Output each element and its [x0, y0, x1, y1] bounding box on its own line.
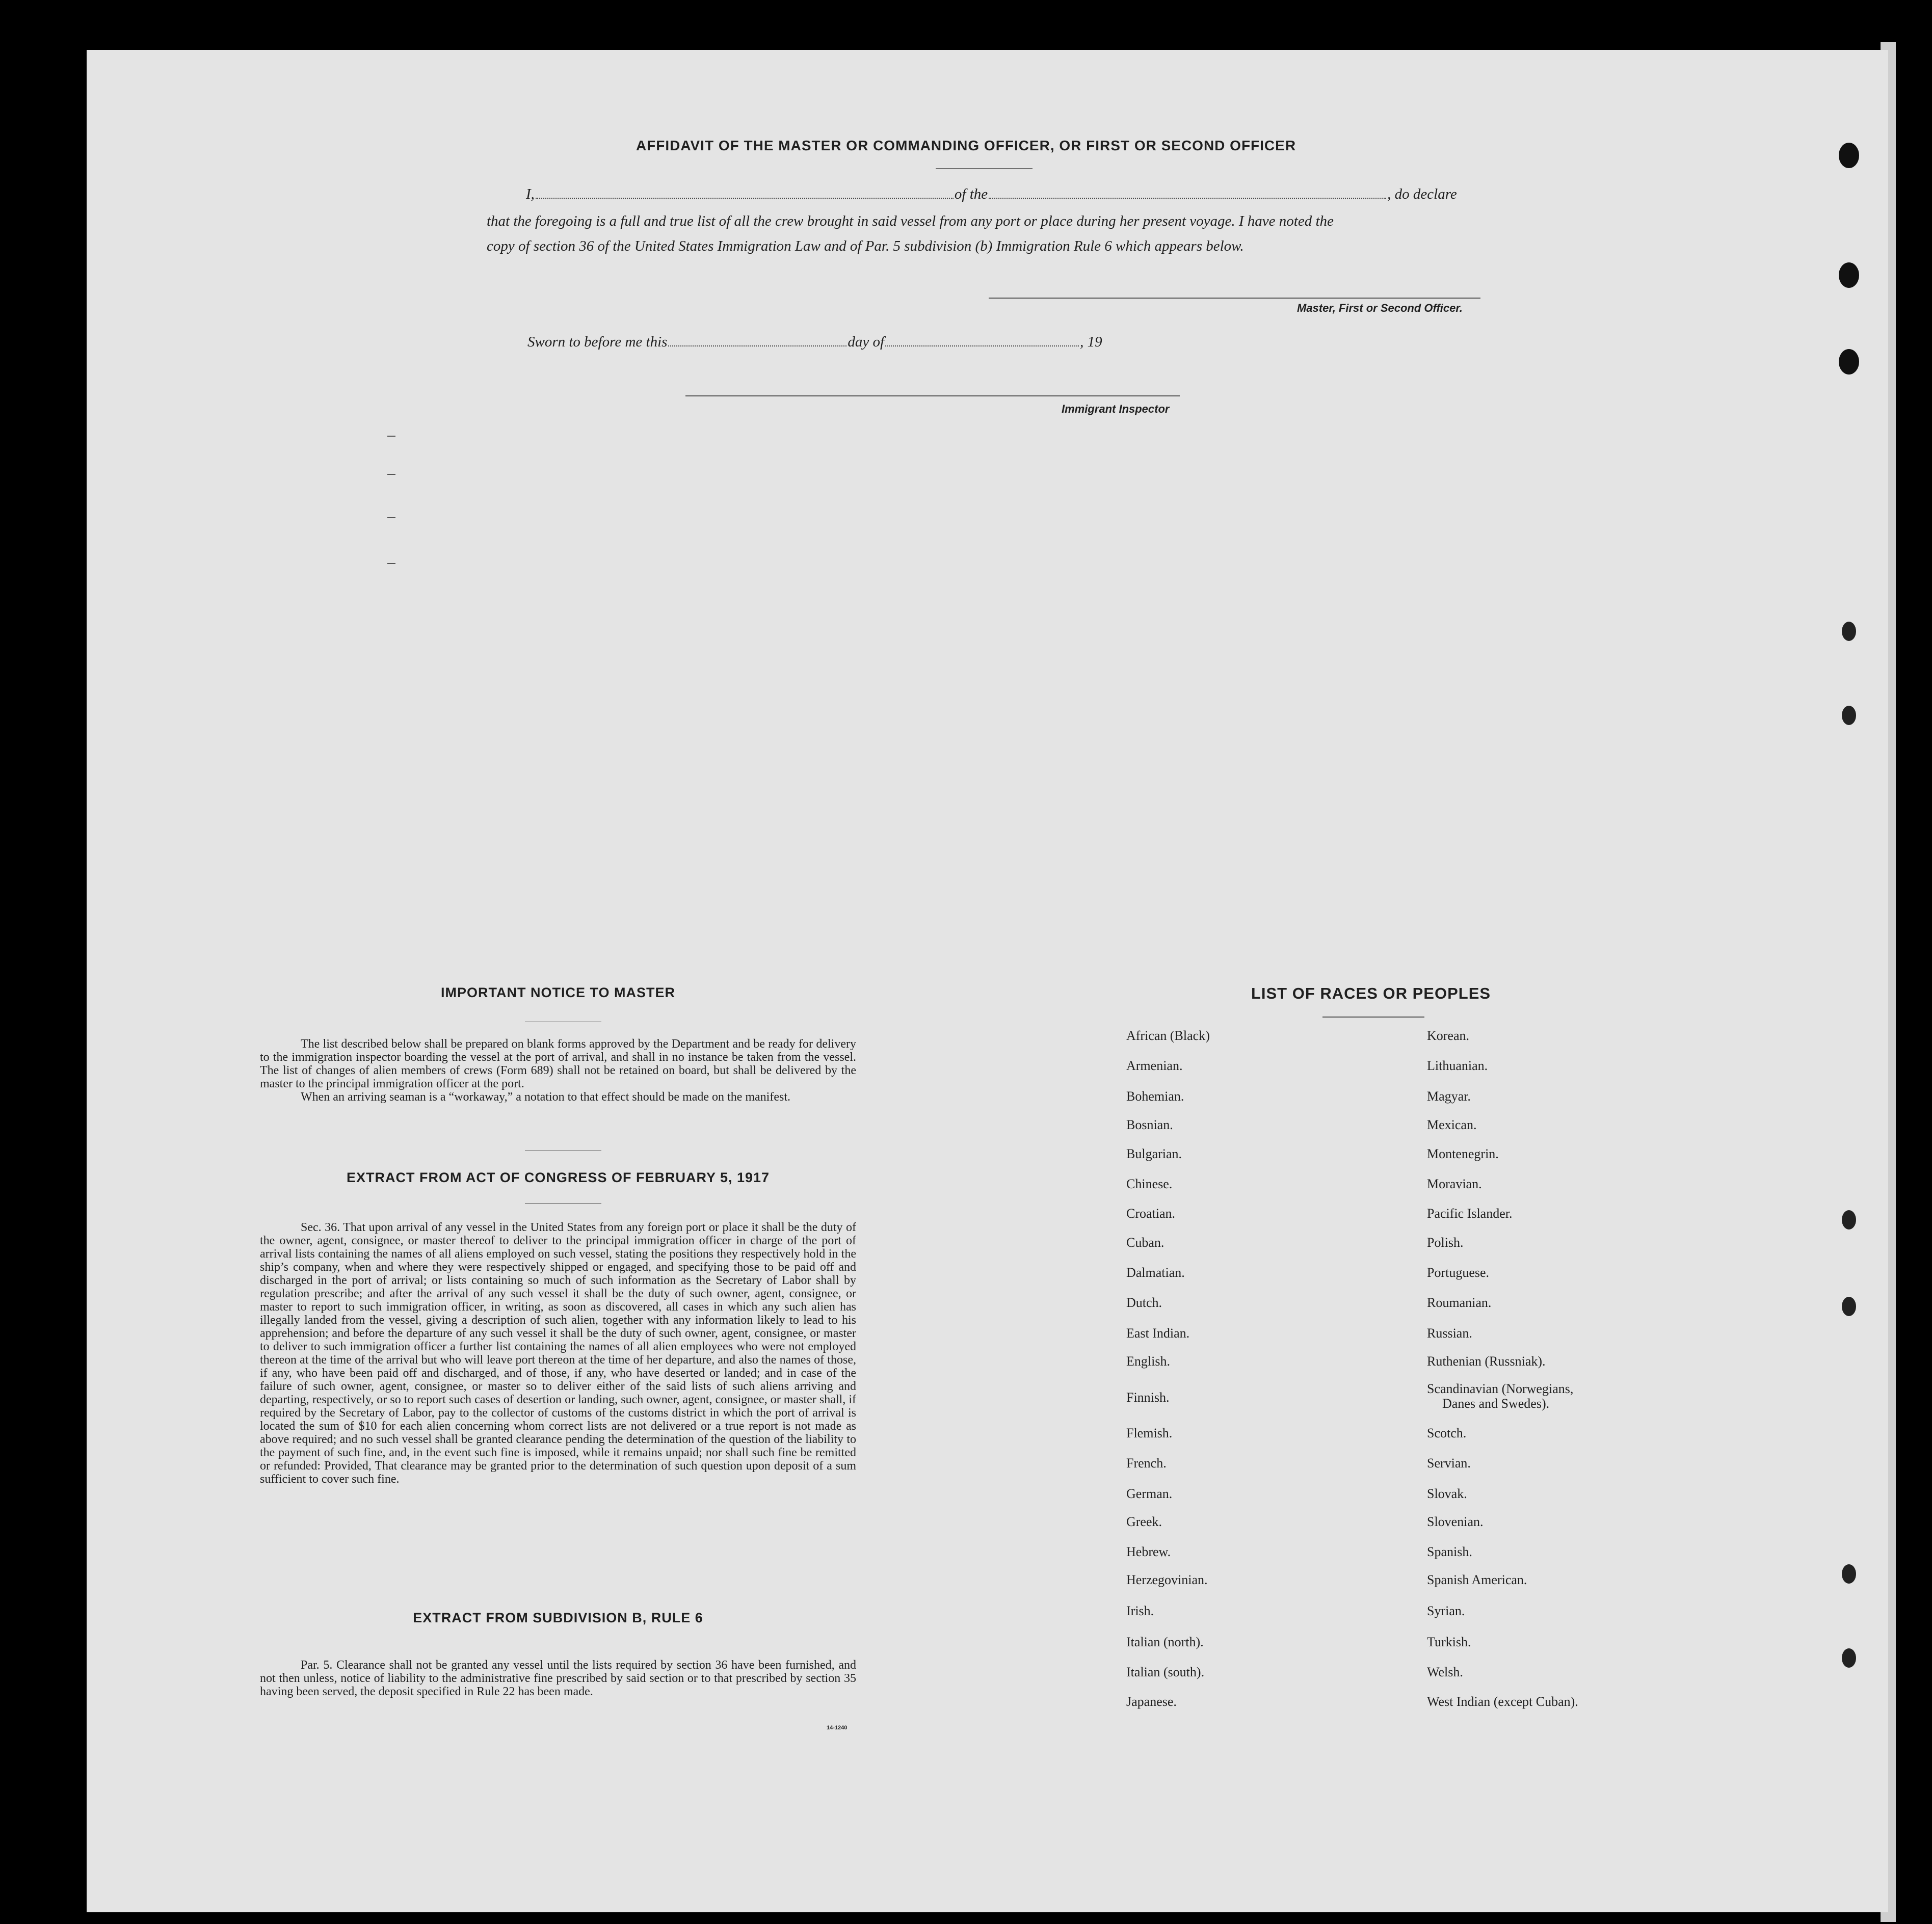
binder-hole: [1842, 1564, 1856, 1584]
extract-act-paragraph: Sec. 36. That upon arrival of any vessel in the United States from any foreign port or place it shall be the duty of the owner, agent, consignee, or master thereof to deliver to the principal immigration officer in charge of the port of arrival lists containing the names of all aliens employed on such vessel, stating the positions they respectively hold in the ship’s company, when and where they were respectively shipped or engaged, and specifying those to be paid off and discharged in the port of arrival; or lists containing so much of such information as the Secretary of Labor shall by regulation prescribe; and after the arrival of any such vessel it shall be the duty of such owner, agent, consignee, or master to report to such immigration officer, in writing, as soon as discovered, all cases in which any such alien has illegally landed from the vessel, giving a description of such alien, together with any information likely to lead to his apprehension; and before the departure of any such vessel it shall be the duty of such owner, agent, consignee, or master to deliver to such immigration officer a further list containing the names of all alien employees who were not employed thereon at the time of the arrival but who will leave port thereon at the time of her departure, and also the names of those, if any, who have been paid off and discharged, and of those, if any, who have deserted or landed; and in case of the failure of such owner, agent, consignee, or master so to deliver either of the said lists of such aliens arriving and departing, respectively, or so to report such cases of desertion or landing, such owner, agent, consignee, or master shall, if required by the Secretary of Labor, pay to the collector of customs of the customs district in which the port of arrival is located the sum of $10 for each alien concerning whom correct lists are not delivered or a true report is not made as above required; and no such vessel shall be granted clearance pending the determination of the question of the liability to the payment of such fine, and, in the event such fine is imposed, while it remains unpaid; nor shall such fine be remitted or refunded: Provided, That clearance may be granted prior to the determination of such question upon deposit of a sum sufficient to cover such fine.: [260, 1221, 856, 1486]
race-item: Welsh.: [1427, 1665, 1463, 1679]
margin-mark: [387, 517, 395, 518]
race-item: Montenegrin.: [1427, 1146, 1499, 1161]
sworn-line: [527, 334, 1102, 351]
extract-act-text: [260, 1221, 856, 1486]
race-item: West Indian (except Cuban).: [1427, 1694, 1578, 1709]
binder-hole: [1842, 1648, 1856, 1668]
race-item: Polish.: [1427, 1235, 1464, 1250]
binder-hole: [1839, 262, 1859, 288]
race-item: Italian (north).: [1126, 1635, 1204, 1649]
race-item: Croatian.: [1126, 1206, 1176, 1221]
race-item: Finnish.: [1126, 1390, 1170, 1405]
notice-text: [260, 1037, 856, 1104]
extract-rule-paragraph: Par. 5. Clearance shall not be granted any vessel until the lists required by section 36 have been furnished, and not then unless, notice of liability to the administrative fine prescribed by said section or to that prescribed by section 35 having been served, the deposit specified in Rule 22 has been made.: [260, 1659, 856, 1698]
race-item: Herzegovinian.: [1126, 1572, 1208, 1587]
race-item: Ruthenian (Russniak).: [1427, 1354, 1546, 1369]
extract-act-title: EXTRACT FROM ACT OF CONGRESS OF FEBRUARY 5, 1917: [346, 1170, 770, 1185]
race-item: Dalmatian.: [1126, 1265, 1185, 1280]
notice-paragraph: When an arriving seaman is a “workaway,” a notation to that effect should be made on the manifest.: [301, 1090, 790, 1104]
race-item: Scotch.: [1427, 1426, 1467, 1440]
race-item: Spanish American.: [1427, 1572, 1527, 1587]
extract-rule-text: [260, 1659, 856, 1698]
notice-paragraph: The list described below shall be prepared on blank forms approved by the Department and be ready for delivery to the immigration inspector boarding the vessel at the port of arrival, and shall in no instance be taken from the vessel. The list of changes of alien members of crews (Form 689) shall not be retained on board, but shall be delivered by the master to the principal immigration officer at the port.: [260, 1037, 856, 1090]
race-item: Russian.: [1427, 1326, 1472, 1341]
race-item: Chinese.: [1126, 1177, 1173, 1191]
inspector-label: Immigrant Inspector: [1062, 403, 1170, 415]
race-item: English.: [1126, 1354, 1170, 1369]
notice-title: IMPORTANT NOTICE TO MASTER: [441, 985, 675, 1000]
race-item: Spanish.: [1427, 1544, 1472, 1559]
race-item: Cuban.: [1126, 1235, 1165, 1250]
divider: [936, 168, 1033, 169]
divider: [525, 1203, 601, 1204]
race-item: Scandinavian (Norwegians,: [1427, 1381, 1574, 1396]
race-item: Mexican.: [1427, 1117, 1477, 1132]
affidavit-text: of the: [954, 186, 988, 202]
margin-mark: [387, 436, 395, 437]
affidavit-text: , do declare: [1387, 186, 1457, 202]
document-page: [87, 50, 1888, 1912]
binder-hole: [1842, 622, 1856, 641]
race-item: German.: [1126, 1486, 1173, 1501]
races-title: LIST OF RACES OR PEOPLES: [1251, 984, 1491, 1002]
vessel-blank[interactable]: [989, 197, 1386, 199]
affidavit-line-3: copy of section 36 of the United States Immigration Law and of Par. 5 subdivision (b) Immigration Rule 6 which appears below.: [487, 238, 1244, 254]
race-item: Slovak.: [1427, 1486, 1467, 1501]
race-item: Armenian.: [1126, 1058, 1183, 1073]
race-item: African (Black): [1126, 1028, 1210, 1043]
month-blank[interactable]: [885, 345, 1079, 346]
race-item: Flemish.: [1126, 1426, 1173, 1440]
affidavit-text: I,: [526, 186, 535, 202]
race-item: Lithuanian.: [1427, 1058, 1488, 1073]
binder-hole: [1839, 349, 1859, 375]
day-blank[interactable]: [668, 345, 846, 346]
race-item: Pacific Islander.: [1427, 1206, 1513, 1221]
affidavit-title: AFFIDAVIT OF THE MASTER OR COMMANDING OFFICER, OR FIRST OR SECOND OFFICER: [636, 138, 1296, 153]
race-item: Portuguese.: [1427, 1265, 1490, 1280]
binder-hole: [1842, 1210, 1856, 1230]
sworn-text: Sworn to before me this: [527, 334, 668, 350]
sworn-text: day of: [848, 334, 885, 350]
affidavit-line-2: that the foregoing is a full and true list of all the crew brought in said vessel from any port or place during her present voyage. I have noted the: [487, 213, 1334, 229]
race-item: Slovenian.: [1427, 1514, 1484, 1529]
master-label: Master, First or Second Officer.: [1297, 302, 1463, 314]
race-item: Bosnian.: [1126, 1117, 1173, 1132]
race-item: Dutch.: [1126, 1295, 1162, 1310]
divider: [1322, 1017, 1424, 1018]
race-item: Turkish.: [1427, 1635, 1471, 1649]
form-number: 14-1240: [827, 1725, 848, 1731]
affidavit-line-1: [526, 186, 1457, 203]
race-item: Bohemian.: [1126, 1089, 1184, 1104]
margin-mark: [387, 563, 395, 564]
race-item: Hebrew.: [1126, 1544, 1171, 1559]
race-item: Italian (south).: [1126, 1665, 1205, 1679]
race-item: East Indian.: [1126, 1326, 1190, 1341]
race-item-continued: Danes and Swedes).: [1442, 1396, 1550, 1411]
race-item: Syrian.: [1427, 1604, 1465, 1618]
race-item: Irish.: [1126, 1604, 1154, 1618]
race-item: French.: [1126, 1456, 1167, 1471]
race-item: Moravian.: [1427, 1177, 1482, 1191]
race-item: Japanese.: [1126, 1694, 1177, 1709]
binder-hole: [1842, 706, 1856, 725]
name-blank[interactable]: [536, 197, 954, 199]
race-item: Servian.: [1427, 1456, 1471, 1471]
binder-hole: [1842, 1297, 1856, 1316]
master-signature-line[interactable]: [989, 298, 1480, 299]
race-item: Bulgarian.: [1126, 1146, 1182, 1161]
race-item: Greek.: [1126, 1514, 1162, 1529]
race-item: Magyar.: [1427, 1089, 1471, 1104]
race-item: Korean.: [1427, 1028, 1470, 1043]
margin-mark: [387, 474, 395, 475]
inspector-signature-line[interactable]: [685, 395, 1180, 396]
extract-rule-title: EXTRACT FROM SUBDIVISION B, RULE 6: [413, 1610, 703, 1625]
sworn-text: , 19: [1080, 334, 1102, 350]
race-item: Roumanian.: [1427, 1295, 1492, 1310]
